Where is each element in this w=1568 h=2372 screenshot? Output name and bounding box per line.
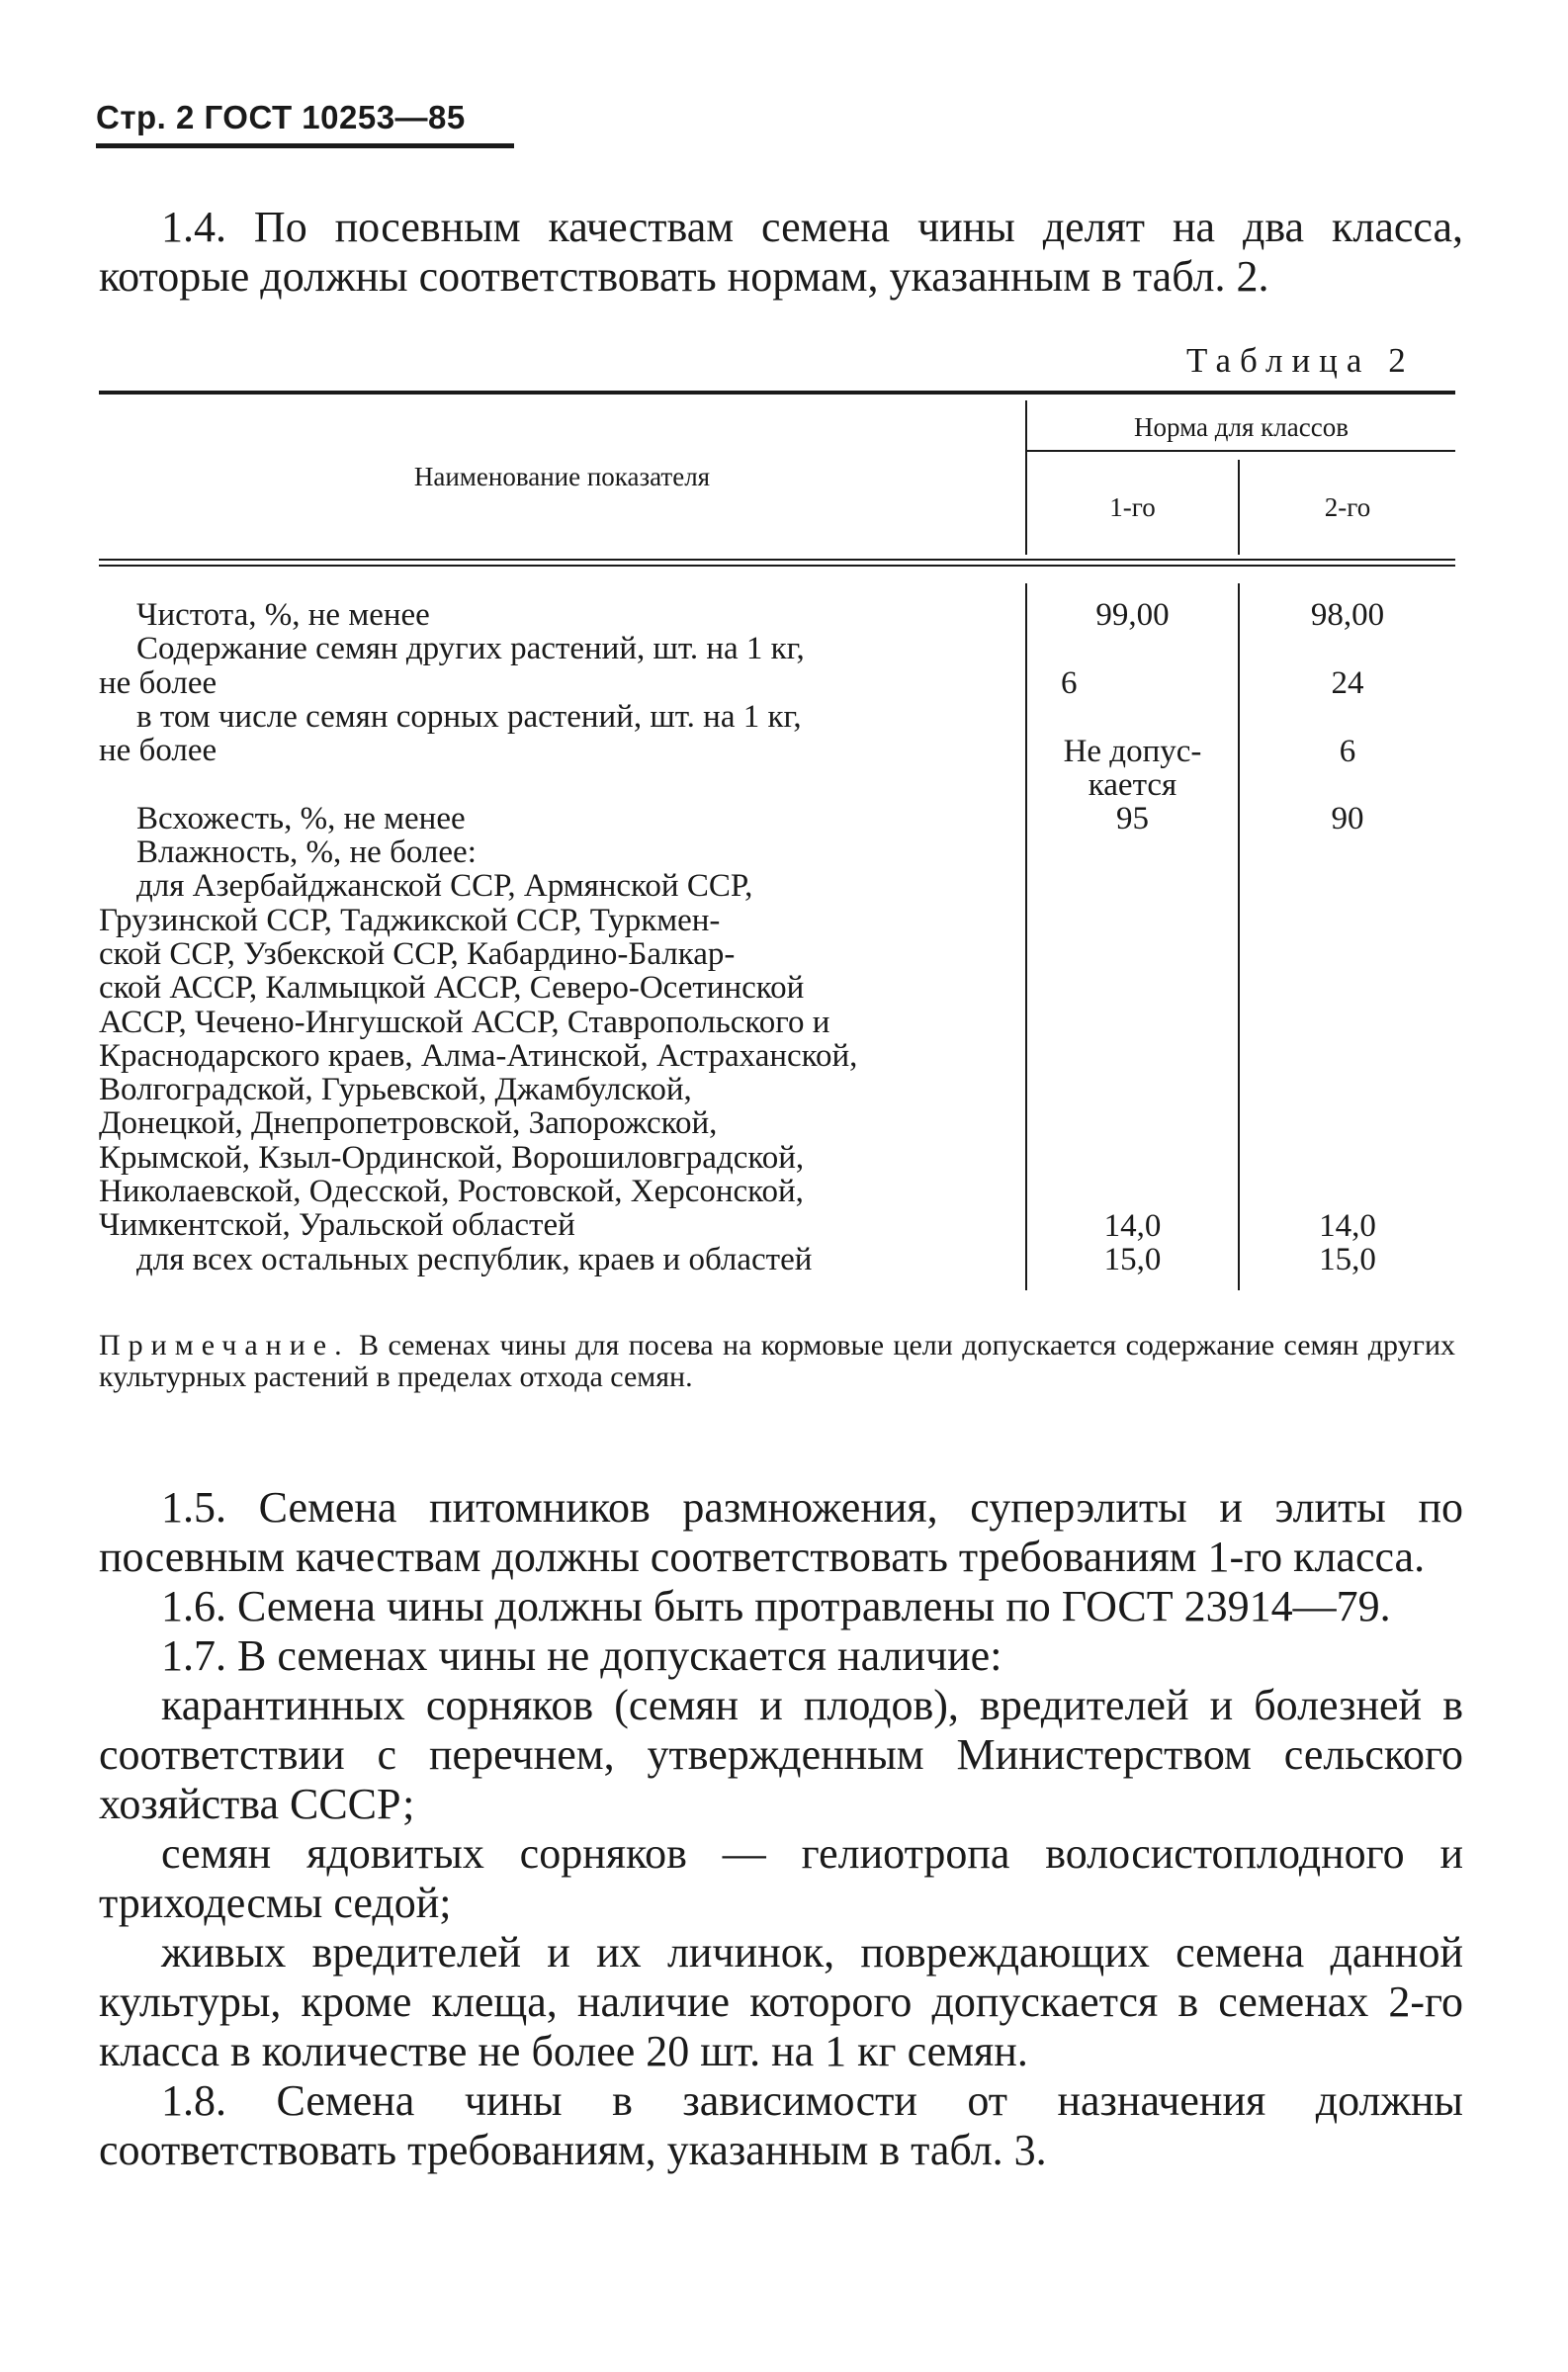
sections-1-5-to-1-8 [99, 1483, 1463, 2175]
weed-seeds-class1: Не допус- [1063, 734, 1202, 769]
header-bottom-rule-2 [99, 565, 1455, 567]
row-moisture-regions-3: ской ССР, Узбекской ССР, Кабардино-Балкар- [99, 935, 736, 972]
header-bottom-rule-1 [99, 559, 1455, 561]
note-label: Примечание. [99, 1329, 350, 1362]
row-other-seeds-label-1: Содержание семян других растений, шт. на 1 кг, [136, 631, 805, 667]
norm-rule [1027, 450, 1455, 452]
row-moisture-regions-7: Волгоградской, Гурьевской, Джамбулской, [99, 1072, 692, 1108]
section-1-4-text: 1.4. По посевным качествам семена чины делят на два класса, которые должны соответствовать нормам, указанным в табл. 2. [99, 203, 1463, 301]
section-1-7-pests: живых вредителей и их личинок, повреждающих семена данной культуры, кроме клеща, наличие которого допускается в семенах 2-го класса в количестве не более 20 шт. на 1 кг семян. [99, 1928, 1463, 2075]
row-moisture-label: Влажность, %, не более: [136, 835, 477, 871]
row-moisture-regions-8: Донецкой, Днепропетровской, Запорожской, [99, 1105, 718, 1142]
row-purity-label: Чистота, %, не менее [136, 597, 430, 633]
moisture-other-class1: 15,0 [1103, 1242, 1162, 1277]
germination-class2: 90 [1331, 801, 1364, 836]
row-germination-label: Всхожесть, %, не менее [136, 800, 466, 836]
moisture-regions-class2: 14,0 [1319, 1208, 1376, 1244]
col-header-class2: 2-го [1324, 492, 1371, 522]
section-1-8: 1.8. Семена чины в зависимости от назначения должны соответствовать требованиям, указанным в табл. 3. [99, 2076, 1463, 2174]
col-header-indicator: Наименование показателя [413, 462, 711, 491]
col-header-norm: Норма для классов [1134, 412, 1349, 442]
section-1-7-quarantine: карантинных сорняков (семян и плодов), вредителей и болезней в соответствии с перечнем, утвержденным Министерством сельского хозяйства СССР; [99, 1681, 1463, 1828]
other-seeds-class2: 24 [1331, 665, 1364, 701]
row-moisture-regions-9: Крымской, Кзыл-Ординской, Ворошиловградской, [99, 1139, 805, 1176]
row-moisture-regions-1: для Азербайджанской ССР, Армянской ССР, [136, 868, 753, 905]
row-moisture-regions-11: Чимкентской, Уральской областей [99, 1207, 575, 1244]
weed-seeds-class2: 6 [1339, 734, 1356, 769]
moisture-other-class2: 15,0 [1319, 1242, 1376, 1277]
row-moisture-regions-2: Грузинской ССР, Таджикской ССР, Туркмен- [99, 902, 721, 938]
moisture-regions-class1: 14,0 [1103, 1208, 1162, 1244]
purity-class1: 99,00 [1095, 597, 1170, 633]
section-1-4 [99, 203, 1463, 302]
section-1-7-poisonous: семян ядовитых сорняков — гелиотропа волосистоплодного и триходесмы седой; [99, 1829, 1463, 1927]
table-caption: Таблица 2 [1186, 341, 1415, 380]
table-top-rule [99, 391, 1455, 395]
row-weed-seeds-label-1: в том числе семян сорных растений, шт. на 1 кг, [136, 698, 802, 735]
germination-class1: 95 [1116, 801, 1149, 836]
table-2 [99, 391, 1455, 1290]
section-1-5: 1.5. Семена питомников размножения, суперэлиты и элиты по посевным качествам должны соответствовать требованиям 1-го класса. [99, 1483, 1463, 1581]
row-moisture-regions-6: Краснодарского краев, Алма-Атинской, Астраханской, [99, 1037, 858, 1074]
row-weed-seeds-label-2: не более [99, 733, 218, 769]
page-header: Стр. 2 ГОСТ 10253—85 [96, 99, 466, 135]
row-other-seeds-label-2: не более [99, 664, 218, 701]
col-header-class1: 1-го [1109, 492, 1156, 522]
purity-class2: 98,00 [1310, 597, 1385, 633]
table-note [99, 1330, 1455, 1393]
row-moisture-regions-10: Николаевской, Одесской, Ростовской, Херсонской, [99, 1174, 804, 1210]
other-seeds-class1: 6 [1061, 665, 1078, 701]
row-moisture-other-label: для всех остальных республик, краев и областей [136, 1241, 813, 1277]
row-spacer [99, 767, 991, 801]
indicator-column [99, 598, 991, 1276]
header-rule [96, 143, 514, 148]
note-text: В семенах чины для посева на кормовые цели допускается содержание семян других культурных растений в пределах отхода семян. [99, 1329, 1455, 1393]
weed-seeds-class1-cont: кается [1088, 767, 1177, 803]
section-1-6: 1.6. Семена чины должны быть протравлены по ГОСТ 23914—79. [161, 1582, 1391, 1630]
section-1-7: 1.7. В семенах чины не допускается наличие: [161, 1631, 1002, 1680]
row-moisture-regions-5: АССР, Чечено-Ингушской АССР, Ставропольского и [99, 1004, 830, 1040]
row-moisture-regions-4: ской АССР, Калмыцкой АССР, Северо-Осетинской [99, 970, 805, 1007]
